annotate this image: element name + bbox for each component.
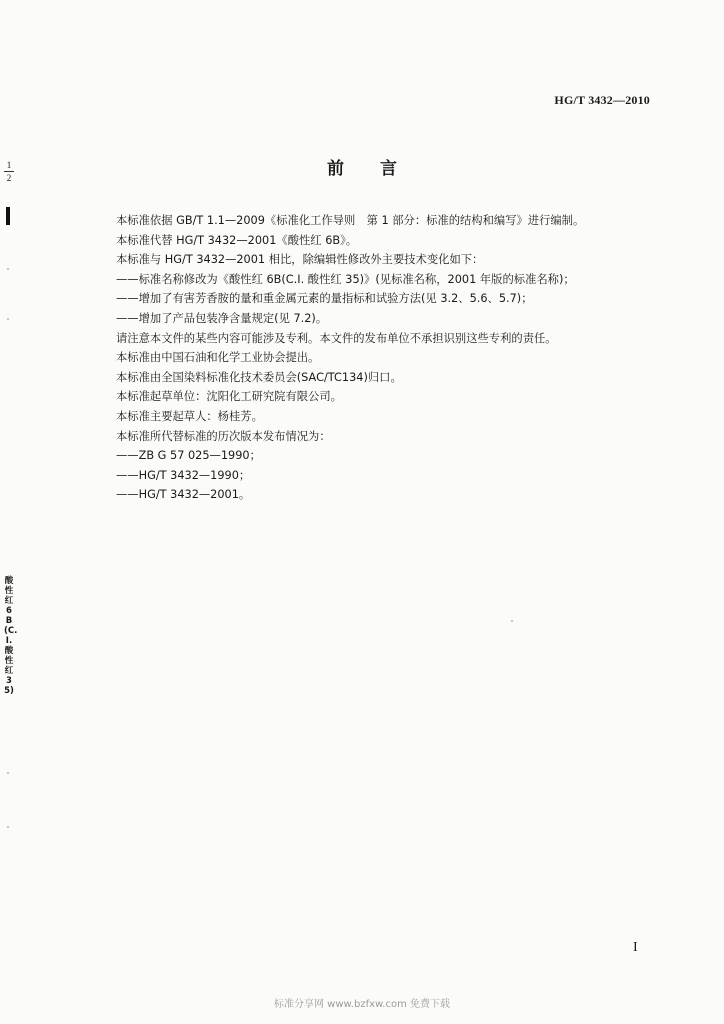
fold-mark-bottom: 2 [6, 173, 12, 183]
paragraph: 本标准依据 GB/T 1.1—2009《标准化工作导则 第 1 部分：标准的结构和编写》进行编制。 [116, 214, 585, 227]
paragraph: 请注意本文件的某些内容可能涉及专利。本文件的发布单位不承担识别这些专利的责任。 [116, 331, 557, 345]
paragraph: 本标准与 HG/T 3432—2001 相比，除编辑性修改外主要技术变化如下： [116, 253, 484, 267]
paragraph: 本标准由中国石油和化学工业协会提出。 [116, 351, 320, 365]
paragraph: 本标准主要起草人：杨桂芳。 [116, 409, 263, 423]
paragraph: 本标准由全国染料标准化技术委员会(SAC/TC134)归口。 [116, 370, 402, 384]
watermark: 标准分享网 www.bzfxw.com 免费下载 [274, 999, 450, 1010]
page-number: I [633, 940, 638, 955]
paragraph: ——增加了有害芳香胺的量和重金属元素的量指标和试验方法(见 3.2、5.6、5.7)； [116, 292, 533, 306]
paragraph: ——HG/T 3432—1990； [116, 468, 251, 482]
scan-speck [7, 772, 9, 774]
paragraph: ——HG/T 3432—2001。 [116, 488, 251, 502]
binding-mark [6, 207, 10, 225]
scan-speck [7, 318, 9, 320]
scan-speck [7, 268, 9, 270]
scan-speck [511, 620, 513, 622]
paragraph: ——增加了产品包装净含量规定(见 7.2)。 [116, 311, 328, 325]
paragraph: 本标准起草单位：沈阳化工研究院有限公司。 [116, 390, 342, 404]
side-running-title: 酸性红6B(C.I.酸性红35) [4, 576, 18, 696]
standard-code: HG/T 3432—2010 [554, 93, 650, 107]
scan-speck [7, 826, 9, 828]
paragraph: 本标准代替 HG/T 3432—2001《酸性红 6B》。 [116, 233, 358, 247]
paragraph: ——ZB G 57 025—1990； [116, 449, 261, 463]
fold-mark-top: 1 [6, 160, 12, 170]
paragraph: ——标准名称修改为《酸性红 6B(C.I. 酸性红 35)》(见标准名称，2001 年版的标准名称)； [116, 272, 575, 286]
foreword-body [116, 211, 656, 505]
page-title: 前言 [327, 159, 433, 179]
paragraph: 本标准所代替标准的历次版本发布情况为： [116, 429, 331, 443]
